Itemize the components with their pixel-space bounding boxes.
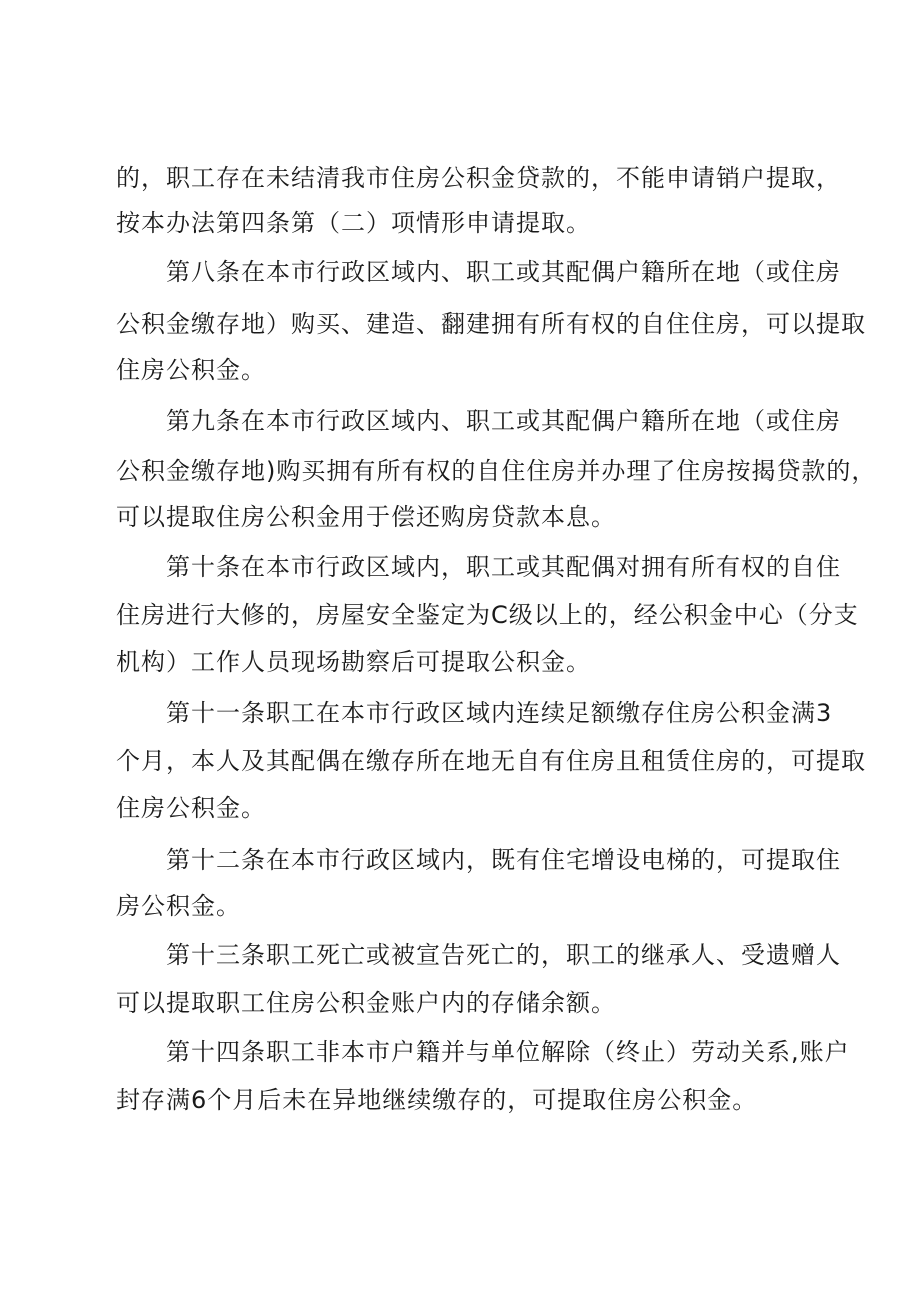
text-line: 的，职工存在未结清我市住房公积金贷款的，不能申请销户提取， bbox=[116, 164, 841, 192]
text-line: 按本办法第四条第（二）项情形申请提取。 bbox=[116, 209, 591, 237]
text-line: 住房公积金。 bbox=[116, 794, 266, 822]
article-10-line: 第十条在本市行政区域内，职工或其配偶对拥有所有权的自住 bbox=[166, 553, 841, 581]
article-14-line: 第十四条职工非本市户籍并与单位解除（终止）劳动关系,账户 bbox=[166, 1038, 850, 1066]
text-line: 房公积金。 bbox=[116, 892, 241, 920]
article-11-line: 第十一条职工在本市行政区域内连续足额缴存住房公积金满3 bbox=[166, 699, 833, 727]
text-line: 公积金缴存地）购买、建造、翻建拥有所有权的自住住房，可以提取 bbox=[116, 310, 866, 338]
text-line: 住房公积金。 bbox=[116, 356, 266, 384]
text-line: 可以提取住房公积金用于偿还购房贷款本息。 bbox=[116, 503, 616, 531]
article-12-line: 第十二条在本市行政区域内，既有住宅增设电梯的，可提取住 bbox=[166, 846, 841, 874]
text-line: 公积金缴存地)购买拥有所有权的自住住房并办理了住房按揭贷款的， bbox=[116, 457, 877, 485]
text-line: 机构）工作人员现场勘察后可提取公积金。 bbox=[116, 648, 591, 676]
text-line: 个月，本人及其配偶在缴存所在地无自有住房且租赁住房的，可提取 bbox=[116, 747, 866, 775]
article-13-line: 第十三条职工死亡或被宣告死亡的，职工的继承人、受遗赠人 bbox=[166, 941, 841, 969]
text-line: 可以提取职工住房公积金账户内的存储余额。 bbox=[116, 989, 616, 1017]
article-9-line: 第九条在本市行政区域内、职工或其配偶户籍所在地（或住房 bbox=[166, 407, 841, 435]
article-8-line: 第八条在本市行政区域内、职工或其配偶户籍所在地（或住房 bbox=[166, 258, 841, 286]
text-line: 住房进行大修的，房屋安全鉴定为C级以上的，经公积金中心（分支 bbox=[116, 601, 859, 629]
text-line: 封存满6个月后未在异地继续缴存的，可提取住房公积金。 bbox=[116, 1086, 758, 1114]
